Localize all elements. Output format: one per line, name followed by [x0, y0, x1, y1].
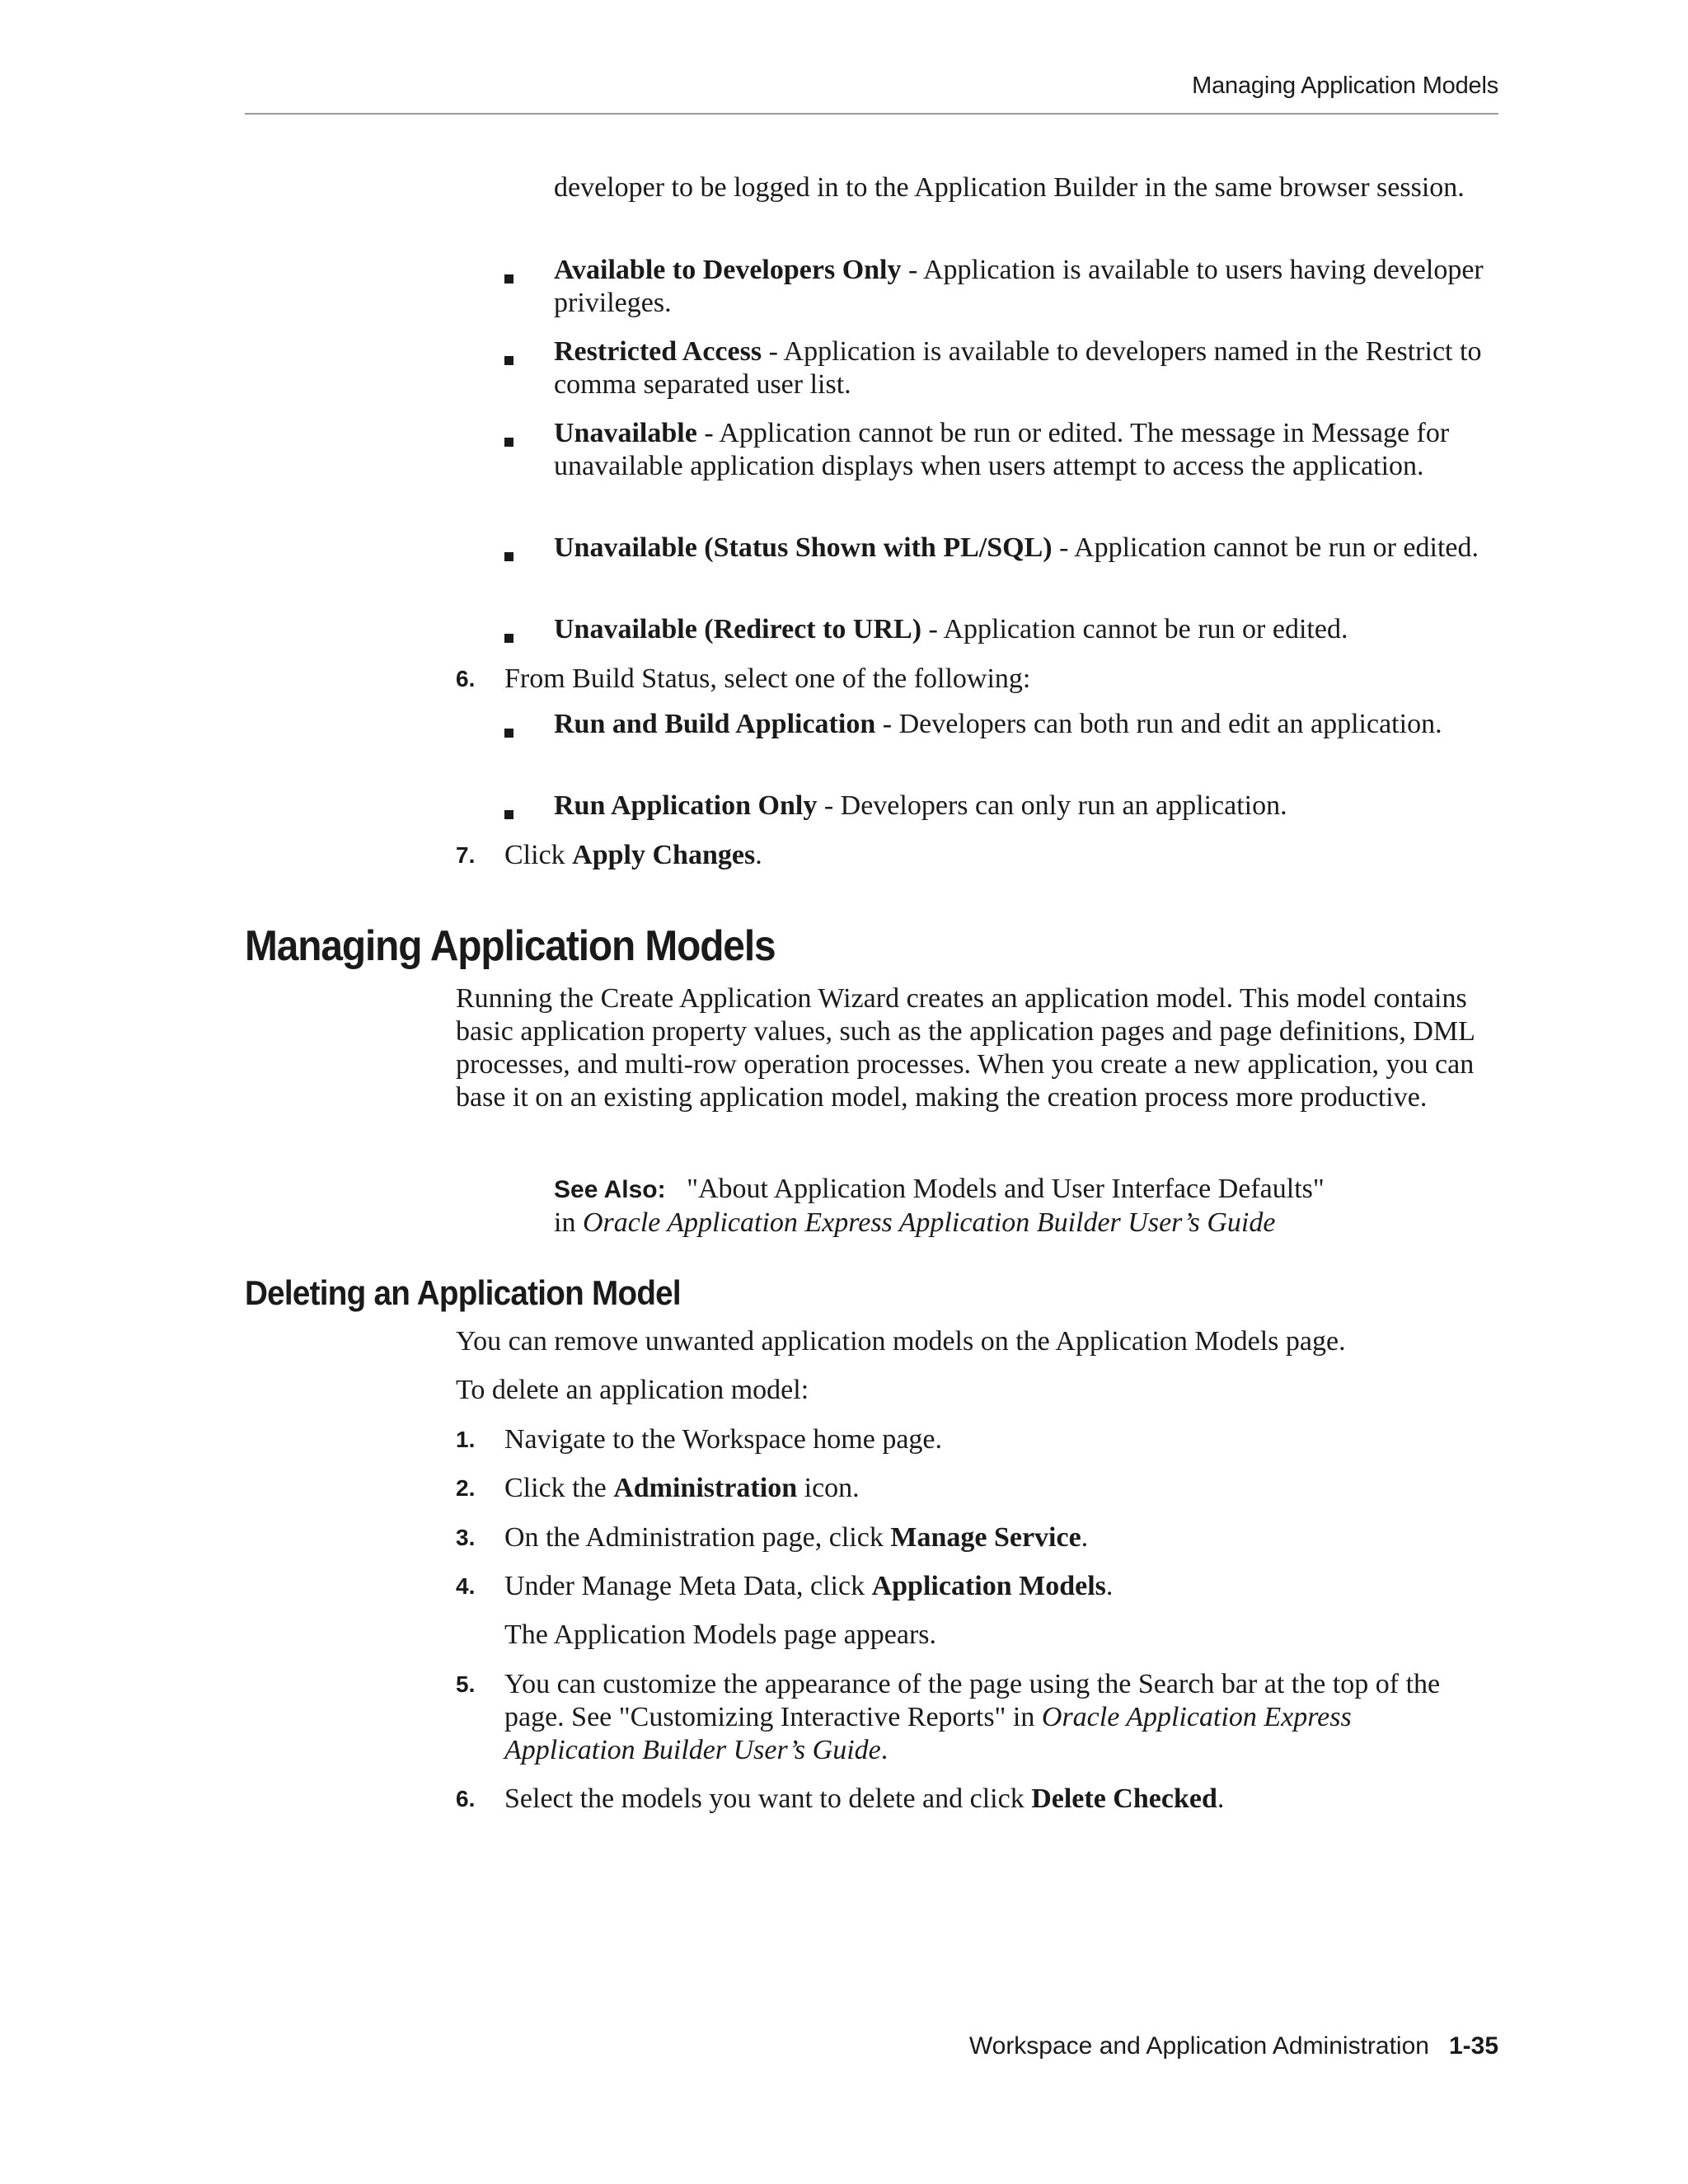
running-header: Managing Application Models — [1192, 73, 1498, 99]
step-customize: You can customize the appearance of the page using the Search bar at the top of the page. See "Customizing Interactive Reports" in Oracle Application Express Application Builder User’s Guide. — [504, 1669, 1441, 1765]
subsection-intro: To delete an application model: — [456, 1375, 809, 1405]
bullet-marker-icon — [504, 356, 513, 365]
header-rule — [245, 113, 1498, 115]
step-number: 3. — [456, 1525, 476, 1550]
step-number: 7. — [456, 842, 476, 868]
step-navigate: Navigate to the Workspace home page. — [504, 1424, 943, 1455]
step-number: 4. — [456, 1573, 476, 1599]
bullet-marker-icon — [504, 810, 513, 819]
bullet-marker-icon — [504, 552, 513, 561]
step-number: 5. — [456, 1671, 476, 1697]
bullet-marker-icon — [504, 729, 513, 738]
footer-chapter: Workspace and Application Administration — [968, 2032, 1429, 2060]
bullet-marker-icon — [504, 438, 513, 447]
step-number: 1. — [456, 1427, 476, 1452]
step-number: 6. — [456, 1786, 476, 1811]
step-administration: Click the Administration icon. — [504, 1473, 860, 1503]
step-build-status: From Build Status, select one of the following: — [504, 663, 1031, 694]
bullet-available-developers: Available to Developers Only - Application is available to users having developer privileges. — [554, 255, 1484, 318]
page-footer — [969, 2032, 1498, 2060]
step-apply-changes: Click Apply Changes. — [504, 840, 762, 870]
bullet-unavailable: Unavailable - Application cannot be run or edited. The message in Message for unavailable application displays when users attempt to access the application. — [554, 418, 1450, 481]
step-number: 2. — [456, 1475, 476, 1501]
see-also-note: See Also: "About Application Models and User Interface Defaults" in Oracle Application Express Application Builder User’s Guide — [554, 1174, 1325, 1238]
step-manage-service: On the Administration page, click Manage Service. — [504, 1522, 1089, 1553]
bullet-run-only: Run Application Only - Developers can only run an application. — [554, 790, 1287, 821]
bullet-marker-icon — [504, 634, 513, 643]
step-note: The Application Models page appears. — [504, 1619, 937, 1650]
bullet-restricted-access: Restricted Access - Application is available to developers named in the Restrict to comma separated user list. — [554, 336, 1482, 400]
bullet-unavailable-plsql: Unavailable (Status Shown with PL/SQL) - Application cannot be run or edited. — [554, 532, 1479, 563]
subsection-heading: Deleting an Application Model — [245, 1273, 681, 1312]
subsection-paragraph: You can remove unwanted application models on the Application Models page. — [456, 1326, 1346, 1357]
section-paragraph: Running the Create Application Wizard creates an application model. This model contains basic application property values, such as the application pages and page definitions, DML processes, and multi-row operation processes. When you create a new application, you can base it on an existing application model, making the creation process more productive. — [456, 983, 1475, 1113]
step-number: 6. — [456, 666, 476, 691]
bullet-unavailable-redirect: Unavailable (Redirect to URL) - Application cannot be run or edited. — [554, 614, 1348, 644]
section-heading: Managing Application Models — [245, 922, 776, 970]
bullet-marker-icon — [504, 274, 513, 284]
page-number: 1-35 — [1448, 2032, 1498, 2060]
step-delete-checked: Select the models you want to delete and click Delete Checked. — [504, 1783, 1225, 1814]
continued-text: developer to be logged in to the Application Builder in the same browser session. — [554, 172, 1465, 203]
bullet-run-build: Run and Build Application - Developers can both run and edit an application. — [554, 709, 1442, 739]
step-application-models: Under Manage Meta Data, click Application Models. — [504, 1571, 1114, 1601]
